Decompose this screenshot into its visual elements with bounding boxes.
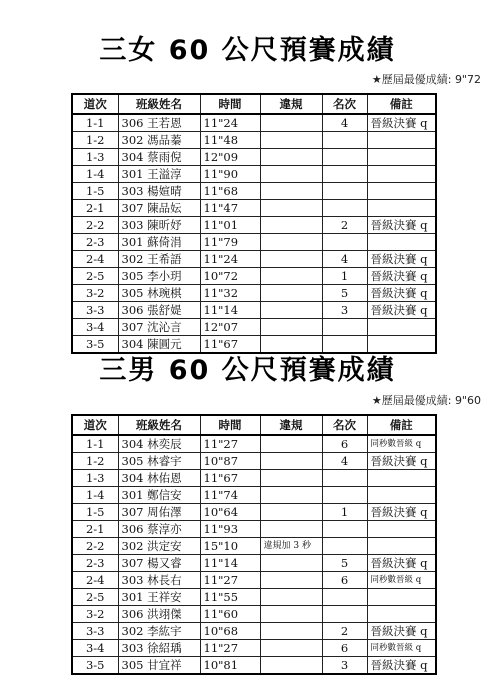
lane-cell: 2-1 — [72, 200, 118, 217]
name-cell: 303 林長右 — [118, 572, 200, 589]
table-row — [72, 183, 436, 200]
violation-cell — [260, 149, 322, 166]
rank-cell — [322, 200, 367, 217]
table-row — [72, 657, 436, 675]
violation-cell — [260, 183, 322, 200]
rank-cell: 2 — [322, 217, 367, 234]
table-row — [72, 200, 436, 217]
time-cell: 11"67 — [200, 470, 260, 487]
note-cell — [367, 606, 436, 623]
boys-results-table — [71, 414, 437, 675]
table-row — [72, 453, 436, 470]
violation-cell — [260, 657, 322, 675]
time-cell: 11"55 — [200, 589, 260, 606]
rank-cell: 6 — [322, 572, 367, 589]
violation-cell — [260, 504, 322, 521]
time-cell: 11"24 — [200, 114, 260, 132]
lane-cell: 1-5 — [72, 504, 118, 521]
violation-cell — [260, 640, 322, 657]
table-row — [72, 538, 436, 555]
note-cell: 同秒數晉級 q — [367, 435, 436, 453]
rank-cell: 4 — [322, 114, 367, 132]
violation-cell — [260, 606, 322, 623]
rank-cell: 3 — [322, 302, 367, 319]
table-row — [72, 217, 436, 234]
lane-cell: 3-5 — [72, 657, 118, 675]
name-cell: 307 沈沁言 — [118, 319, 200, 336]
girls-record: ★歷屆最優成績: 9"72 — [371, 73, 481, 86]
violation-cell — [260, 166, 322, 183]
name-cell: 301 王祥安 — [118, 589, 200, 606]
name-cell: 303 楊媗晴 — [118, 183, 200, 200]
rank-cell — [322, 606, 367, 623]
time-cell: 11"68 — [200, 183, 260, 200]
name-cell: 301 鄭信安 — [118, 487, 200, 504]
note-cell: 晉級決賽 q — [367, 217, 436, 234]
time-cell: 11"90 — [200, 166, 260, 183]
table-row — [72, 521, 436, 538]
time-cell: 11"79 — [200, 234, 260, 251]
header-name: 班級姓名 — [118, 94, 200, 114]
table-row — [72, 132, 436, 149]
note-cell: 晉級決賽 q — [367, 285, 436, 302]
name-cell: 307 周佑澤 — [118, 504, 200, 521]
name-cell: 306 王若恩 — [118, 114, 200, 132]
lane-cell: 3-4 — [72, 640, 118, 657]
table-row — [72, 285, 436, 302]
note-cell: 同秒數晉級 q — [367, 640, 436, 657]
note-cell: 晉級決賽 q — [367, 302, 436, 319]
time-cell: 10"87 — [200, 453, 260, 470]
name-cell: 301 王溢淳 — [118, 166, 200, 183]
boys-title: 三男 60 公尺預賽成績 — [99, 355, 396, 386]
header-time: 時間 — [200, 415, 260, 435]
lane-cell: 2-4 — [72, 251, 118, 268]
violation-cell — [260, 623, 322, 640]
name-cell: 302 洪定安 — [118, 538, 200, 555]
note-cell — [367, 166, 436, 183]
violation-cell — [260, 435, 322, 453]
note-cell — [367, 183, 436, 200]
girls-title: 三女 60 公尺預賽成績 — [99, 35, 396, 66]
lane-cell: 2-1 — [72, 521, 118, 538]
rank-cell: 4 — [322, 453, 367, 470]
table-row — [72, 470, 436, 487]
name-cell: 302 李紘宇 — [118, 623, 200, 640]
header-note: 備註 — [367, 94, 436, 114]
lane-cell: 2-3 — [72, 234, 118, 251]
rank-cell — [322, 319, 367, 336]
time-cell: 11"32 — [200, 285, 260, 302]
lane-cell: 2-2 — [72, 538, 118, 555]
time-cell: 11"24 — [200, 251, 260, 268]
header-time: 時間 — [200, 94, 260, 114]
lane-cell: 2-3 — [72, 555, 118, 572]
note-cell — [367, 487, 436, 504]
table-row — [72, 572, 436, 589]
table-header-row — [72, 415, 436, 435]
table-row — [72, 623, 436, 640]
name-cell: 302 王希語 — [118, 251, 200, 268]
time-cell: 10"72 — [200, 268, 260, 285]
lane-cell: 1-3 — [72, 149, 118, 166]
note-cell: 同秒數晉級 q — [367, 572, 436, 589]
girls-results-table — [71, 93, 437, 354]
lane-cell: 1-2 — [72, 132, 118, 149]
violation-cell — [260, 572, 322, 589]
boys-record: ★歷屆最優成績: 9"60 — [371, 394, 481, 407]
name-cell: 301 蘇倚涓 — [118, 234, 200, 251]
table-row — [72, 302, 436, 319]
note-cell — [367, 149, 436, 166]
violation-cell — [260, 319, 322, 336]
violation-cell — [260, 114, 322, 132]
rank-cell: 1 — [322, 268, 367, 285]
note-cell: 晉級決賽 q — [367, 555, 436, 572]
time-cell: 12"07 — [200, 319, 260, 336]
header-note: 備註 — [367, 415, 436, 435]
note-cell — [367, 234, 436, 251]
rank-cell — [322, 470, 367, 487]
rank-cell — [322, 132, 367, 149]
lane-cell: 3-2 — [72, 285, 118, 302]
time-cell: 12"09 — [200, 149, 260, 166]
lane-cell: 1-2 — [72, 453, 118, 470]
lane-cell: 1-4 — [72, 166, 118, 183]
name-cell: 303 陳昕妤 — [118, 217, 200, 234]
rank-cell — [322, 166, 367, 183]
note-cell — [367, 538, 436, 555]
name-cell: 306 蔡淳亦 — [118, 521, 200, 538]
note-cell: 晉級決賽 q — [367, 657, 436, 675]
time-cell: 11"60 — [200, 606, 260, 623]
note-cell: 晉級決賽 q — [367, 453, 436, 470]
lane-cell: 2-2 — [72, 217, 118, 234]
lane-cell: 3-2 — [72, 606, 118, 623]
time-cell: 11"48 — [200, 132, 260, 149]
time-cell: 10"81 — [200, 657, 260, 675]
lane-cell: 1-3 — [72, 470, 118, 487]
note-cell — [367, 589, 436, 606]
note-cell: 晉級決賽 q — [367, 114, 436, 132]
name-cell: 307 陳品妘 — [118, 200, 200, 217]
lane-cell: 2-5 — [72, 268, 118, 285]
lane-cell: 3-4 — [72, 319, 118, 336]
table-row — [72, 234, 436, 251]
rank-cell — [322, 538, 367, 555]
violation-cell — [260, 302, 322, 319]
time-cell: 15"10 — [200, 538, 260, 555]
lane-cell: 2-4 — [72, 572, 118, 589]
lane-cell: 1-4 — [72, 487, 118, 504]
header-rank: 名次 — [322, 415, 367, 435]
time-cell: 10"64 — [200, 504, 260, 521]
violation-cell — [260, 487, 322, 504]
time-cell: 11"01 — [200, 217, 260, 234]
rank-cell: 4 — [322, 251, 367, 268]
note-cell: 晉級決賽 q — [367, 251, 436, 268]
time-cell: 11"14 — [200, 302, 260, 319]
lane-cell: 3-5 — [72, 336, 118, 354]
violation-cell — [260, 268, 322, 285]
violation-cell — [260, 470, 322, 487]
name-cell: 305 林睿宇 — [118, 453, 200, 470]
boys-table-body — [72, 435, 436, 674]
note-cell — [367, 521, 436, 538]
lane-cell: 2-5 — [72, 589, 118, 606]
note-cell — [367, 132, 436, 149]
name-cell: 305 李小玥 — [118, 268, 200, 285]
table-row — [72, 640, 436, 657]
violation-cell — [260, 521, 322, 538]
rank-cell: 3 — [322, 657, 367, 675]
name-cell: 306 洪翊傑 — [118, 606, 200, 623]
note-cell — [367, 470, 436, 487]
violation-cell — [260, 132, 322, 149]
time-cell: 11"74 — [200, 487, 260, 504]
header-violation: 違規 — [260, 94, 322, 114]
table-header-row — [72, 94, 436, 114]
name-cell: 304 蔡雨倪 — [118, 149, 200, 166]
rank-cell — [322, 183, 367, 200]
header-name: 班級姓名 — [118, 415, 200, 435]
violation-cell — [260, 217, 322, 234]
header-violation: 違規 — [260, 415, 322, 435]
rank-cell: 1 — [322, 504, 367, 521]
note-cell: 晉級決賽 q — [367, 504, 436, 521]
violation-cell: 違規加 3 秒 — [260, 538, 322, 555]
name-cell: 304 陳圓元 — [118, 336, 200, 354]
name-cell: 302 馮品蓁 — [118, 132, 200, 149]
lane-cell: 1-1 — [72, 435, 118, 453]
note-cell: 晉級決賽 q — [367, 268, 436, 285]
table-row — [72, 114, 436, 132]
girls-table-body — [72, 114, 436, 353]
time-cell: 11"27 — [200, 640, 260, 657]
lane-cell: 3-3 — [72, 623, 118, 640]
rank-cell — [322, 521, 367, 538]
time-cell: 10"68 — [200, 623, 260, 640]
header-lane: 道次 — [72, 415, 118, 435]
table-row — [72, 319, 436, 336]
lane-cell: 1-5 — [72, 183, 118, 200]
header-rank: 名次 — [322, 94, 367, 114]
table-row — [72, 504, 436, 521]
table-row — [72, 555, 436, 572]
name-cell: 305 林琬棋 — [118, 285, 200, 302]
rank-cell — [322, 234, 367, 251]
violation-cell — [260, 285, 322, 302]
table-row — [72, 606, 436, 623]
name-cell: 306 張舒媞 — [118, 302, 200, 319]
rank-cell: 5 — [322, 285, 367, 302]
table-row — [72, 149, 436, 166]
name-cell: 307 楊又睿 — [118, 555, 200, 572]
violation-cell — [260, 555, 322, 572]
time-cell: 11"14 — [200, 555, 260, 572]
rank-cell: 6 — [322, 640, 367, 657]
violation-cell — [260, 234, 322, 251]
name-cell: 304 林佑恩 — [118, 470, 200, 487]
rank-cell — [322, 589, 367, 606]
note-cell — [367, 200, 436, 217]
table-row — [72, 268, 436, 285]
rank-cell — [322, 487, 367, 504]
name-cell: 303 徐紹瑀 — [118, 640, 200, 657]
name-cell: 304 林奕辰 — [118, 435, 200, 453]
table-row — [72, 487, 436, 504]
rank-cell: 5 — [322, 555, 367, 572]
table-row — [72, 589, 436, 606]
time-cell: 11"27 — [200, 572, 260, 589]
violation-cell — [260, 200, 322, 217]
rank-cell: 6 — [322, 435, 367, 453]
time-cell: 11"27 — [200, 435, 260, 453]
name-cell: 305 甘宜祥 — [118, 657, 200, 675]
table-row — [72, 166, 436, 183]
time-cell: 11"67 — [200, 336, 260, 354]
header-lane: 道次 — [72, 94, 118, 114]
violation-cell — [260, 251, 322, 268]
note-cell: 晉級決賽 q — [367, 623, 436, 640]
lane-cell: 3-3 — [72, 302, 118, 319]
time-cell: 11"93 — [200, 521, 260, 538]
lane-cell: 1-1 — [72, 114, 118, 132]
table-row — [72, 435, 436, 453]
note-cell — [367, 319, 436, 336]
table-row — [72, 251, 436, 268]
violation-cell — [260, 589, 322, 606]
violation-cell — [260, 453, 322, 470]
rank-cell — [322, 149, 367, 166]
time-cell: 11"47 — [200, 200, 260, 217]
rank-cell: 2 — [322, 623, 367, 640]
